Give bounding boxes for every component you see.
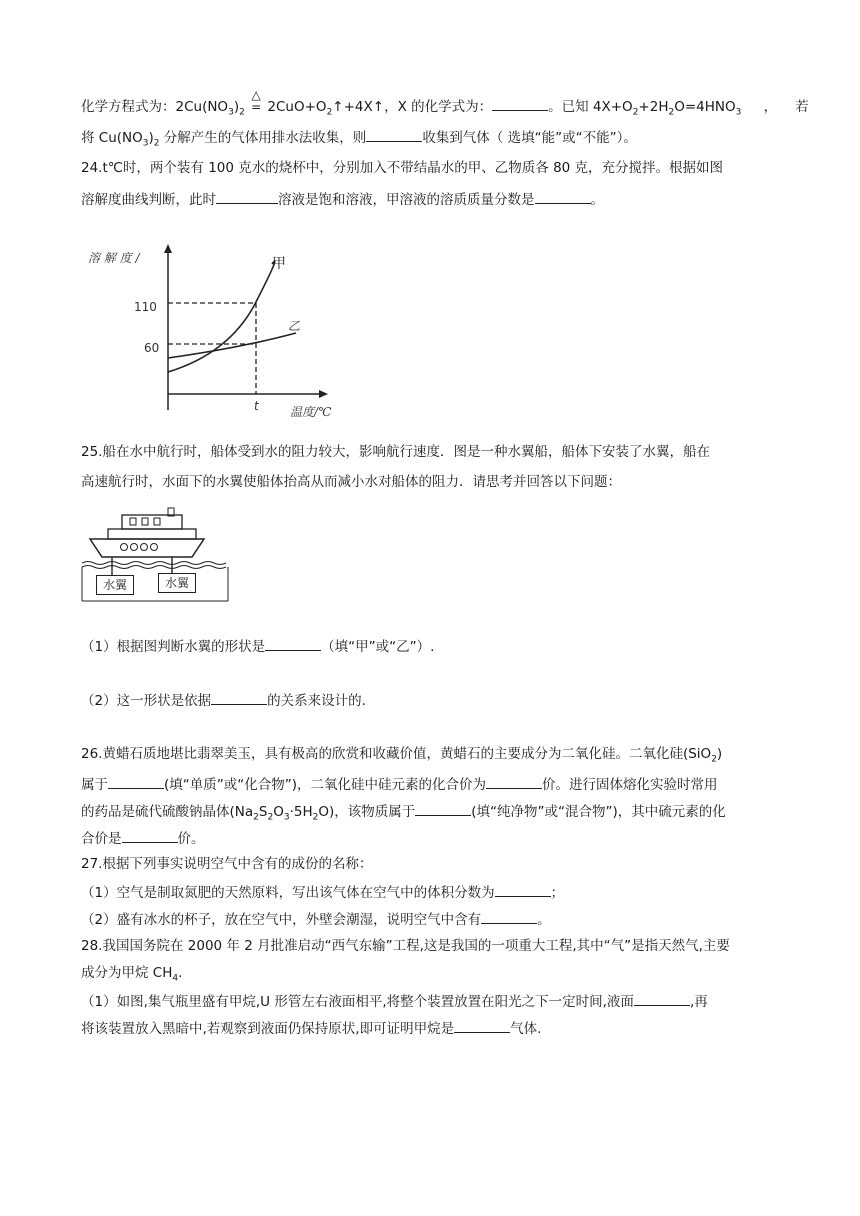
q27-text: 。 xyxy=(537,912,551,928)
q23-text: 收集到气体（ 选填“能”或“不能”）。 xyxy=(422,130,637,146)
subscript: 3 xyxy=(228,107,234,118)
subscript: 2 xyxy=(711,754,717,765)
q28-sub1-line1 xyxy=(81,991,708,1011)
q28-text: 28.我国国务院在 2000 年 2 月批准启动“西气东输”工程,这是我国的一项重大工程,其中“气”是指天然气,主要 xyxy=(81,938,730,954)
answer-blank[interactable] xyxy=(634,991,690,1006)
q23-text: ) xyxy=(233,99,240,115)
hydrofoil-label-1: 水翼 xyxy=(96,575,134,595)
q28-line1 xyxy=(81,937,730,955)
q25-text: 高速航行时，水面下的水翼使船体抬高从而减小水对船体的阻力．请思考并回答以下问题： xyxy=(81,474,621,490)
curve-yi xyxy=(168,333,296,358)
q27-text: （1）空气是制取氮肥的天然原料，写出该气体在空气中的体积分数为 xyxy=(81,885,495,901)
ship-deck xyxy=(108,529,196,539)
q28-text: . xyxy=(178,965,183,981)
q26-line3 xyxy=(81,801,726,827)
q25-text: （1）根据图判断水翼的形状是 xyxy=(81,639,266,655)
q23-text: 将 Cu(NO xyxy=(81,130,143,146)
q23-text: ) xyxy=(148,130,154,146)
q24-text: 。 xyxy=(590,192,604,208)
q23-text: O=4HNO xyxy=(674,99,736,115)
porthole xyxy=(131,544,138,551)
cabin-window xyxy=(130,518,136,525)
x-axis-arrow xyxy=(319,390,328,398)
answer-blank[interactable] xyxy=(535,189,591,204)
q27-line1 xyxy=(81,855,372,873)
answer-blank[interactable] xyxy=(366,127,422,142)
heat-condition: △ = xyxy=(251,88,262,114)
porthole xyxy=(151,544,158,551)
q26-text: ·5H xyxy=(289,804,313,820)
water-line xyxy=(82,562,226,565)
answer-blank[interactable] xyxy=(211,690,267,705)
q26-text: (填“纯净物”或“混合物”)，其中硫元素的化 xyxy=(471,804,726,820)
q26-text: 价。 xyxy=(177,831,205,847)
q23-text: ， xyxy=(763,99,778,115)
answer-blank[interactable] xyxy=(492,96,548,111)
answer-blank[interactable] xyxy=(108,774,164,789)
subscript: 3 xyxy=(735,107,742,118)
q25-text: 25.船在水中航行时，船体受到水的阻力较大，影响航行速度．图是一种水翼船，船体下安装了水翼，船在 xyxy=(81,444,710,460)
q27-text: 27.根据下列事实说明空气中含有的成份的名称： xyxy=(81,856,373,872)
subscript: 2 xyxy=(632,107,639,118)
delta-symbol: △ xyxy=(251,88,261,102)
q26-line2 xyxy=(81,774,718,794)
answer-blank[interactable] xyxy=(481,909,537,924)
q28-line2 xyxy=(81,964,182,988)
q24-line1 xyxy=(81,159,723,177)
q26-line1 xyxy=(81,745,722,769)
x-axis-label: 温度/℃ xyxy=(290,405,332,419)
q26-text: 属于 xyxy=(81,777,108,793)
q23-text: +2H xyxy=(638,99,669,115)
answer-blank[interactable] xyxy=(415,801,471,816)
q23-text: 若 xyxy=(795,99,809,115)
q28-text: （1）如图,集气瓶里盛有甲烷,U 形管左右液面相平,将整个装置放置在阳光之下一定时间,液面 xyxy=(81,994,634,1010)
q26-line4 xyxy=(81,828,205,848)
hydrofoil-ship-figure xyxy=(80,505,230,605)
subscript: 2 xyxy=(239,107,245,118)
q26-text: S xyxy=(258,804,268,820)
q23-line1 xyxy=(81,88,809,122)
q28-text: ,再 xyxy=(689,994,708,1010)
q28-text: 成分为甲烷 CH xyxy=(81,965,173,981)
porthole xyxy=(121,544,128,551)
subscript: 3 xyxy=(142,138,149,149)
subscript: 2 xyxy=(153,138,160,149)
q23-text: 。已知 4X+O xyxy=(548,99,633,115)
q28-sub1-line2 xyxy=(81,1018,541,1038)
q26-text: 价。进行固体熔化实验时常用 xyxy=(542,777,718,793)
q25-text: （2）这一形状是依据 xyxy=(81,693,212,709)
porthole xyxy=(141,544,148,551)
q26-text: (填“单质”或“化合物”)，二氧化硅中硅元素的化合价为 xyxy=(164,777,487,793)
q27-text: （2）盛有冰水的杯子，放在空气中，外壁会潮湿，说明空气中含有 xyxy=(81,912,482,928)
q23-text: 化学方程式为：2Cu(NO xyxy=(81,99,229,115)
cabin-window xyxy=(154,518,160,525)
tick-60: 60 xyxy=(144,341,160,355)
q26-text: O xyxy=(273,804,284,820)
q26-text: 合价是 xyxy=(81,831,122,847)
answer-blank[interactable] xyxy=(486,774,542,789)
water-line xyxy=(82,566,226,569)
q25-text: 的关系来设计的. xyxy=(267,693,366,709)
answer-blank[interactable] xyxy=(454,1018,510,1033)
answer-blank[interactable] xyxy=(216,189,278,204)
q24-line2 xyxy=(81,189,604,209)
q27-sub2 xyxy=(81,909,551,929)
q25-text: （填“甲”或“乙”）. xyxy=(321,639,435,655)
subscript: 2 xyxy=(253,812,259,823)
subscript: 2 xyxy=(312,812,319,823)
q24-text: 24.t℃时，两个装有 100 克水的烧杯中，分别加入不带结晶水的甲、乙物质各 80 克，充分搅拌。根据如图 xyxy=(81,160,724,176)
subscript: 2 xyxy=(668,107,675,118)
subscript: 4 xyxy=(172,973,179,984)
tick-110: 110 xyxy=(134,300,157,314)
q25-sub1 xyxy=(81,636,434,656)
q24-text: 溶液是饱和溶液，甲溶液的溶质质量分数是 xyxy=(278,192,535,208)
q23-text: 2CuO+O xyxy=(267,99,327,115)
q28-text: 将该装置放入黑暗中,若观察到液面仍保持原状,即可证明甲烷是 xyxy=(81,1021,455,1037)
q25-line1 xyxy=(81,443,710,461)
answer-blank[interactable] xyxy=(265,636,321,651)
q26-text: ) xyxy=(716,746,723,762)
ship-bridge xyxy=(122,515,182,529)
y-axis-arrow xyxy=(164,244,172,253)
q26-text: O)，该物质属于 xyxy=(318,804,416,820)
q27-sub1 xyxy=(81,882,564,902)
label-jia: 甲 xyxy=(272,256,286,272)
cabin-window xyxy=(142,518,148,525)
q23-line2 xyxy=(81,127,637,153)
q24-text: 溶解度曲线判断，此时 xyxy=(81,192,216,208)
tick-t: t xyxy=(254,399,259,413)
q25-sub2 xyxy=(81,690,366,710)
hydrofoil-label-2: 水翼 xyxy=(158,573,196,593)
q27-text: ； xyxy=(550,885,565,901)
q23-text: 分解产生的气体用排水法收集，则 xyxy=(159,130,367,146)
q23-text: ↑+4X↑，X 的化学式为： xyxy=(332,99,493,115)
y-axis-label: 溶 解 度 / xyxy=(88,251,140,265)
answer-blank[interactable] xyxy=(122,828,178,843)
q25-line2 xyxy=(81,473,621,491)
subscript: 3 xyxy=(283,812,290,823)
q28-text: 气体. xyxy=(510,1021,542,1037)
label-yi: 乙 xyxy=(288,319,301,333)
q26-text: 26.黄蜡石质地堪比翡翠美玉，具有极高的欣赏和收藏价值，黄蜡石的主要成分为二氧化硅。二氧化硅(SiO xyxy=(81,746,712,762)
answer-blank[interactable] xyxy=(495,882,551,897)
subscript: 2 xyxy=(267,812,274,823)
q26-text: 的药品是硫代硫酸钠晶体(Na xyxy=(81,804,254,820)
subscript: 2 xyxy=(326,107,333,118)
solubility-curve-figure xyxy=(80,238,340,423)
